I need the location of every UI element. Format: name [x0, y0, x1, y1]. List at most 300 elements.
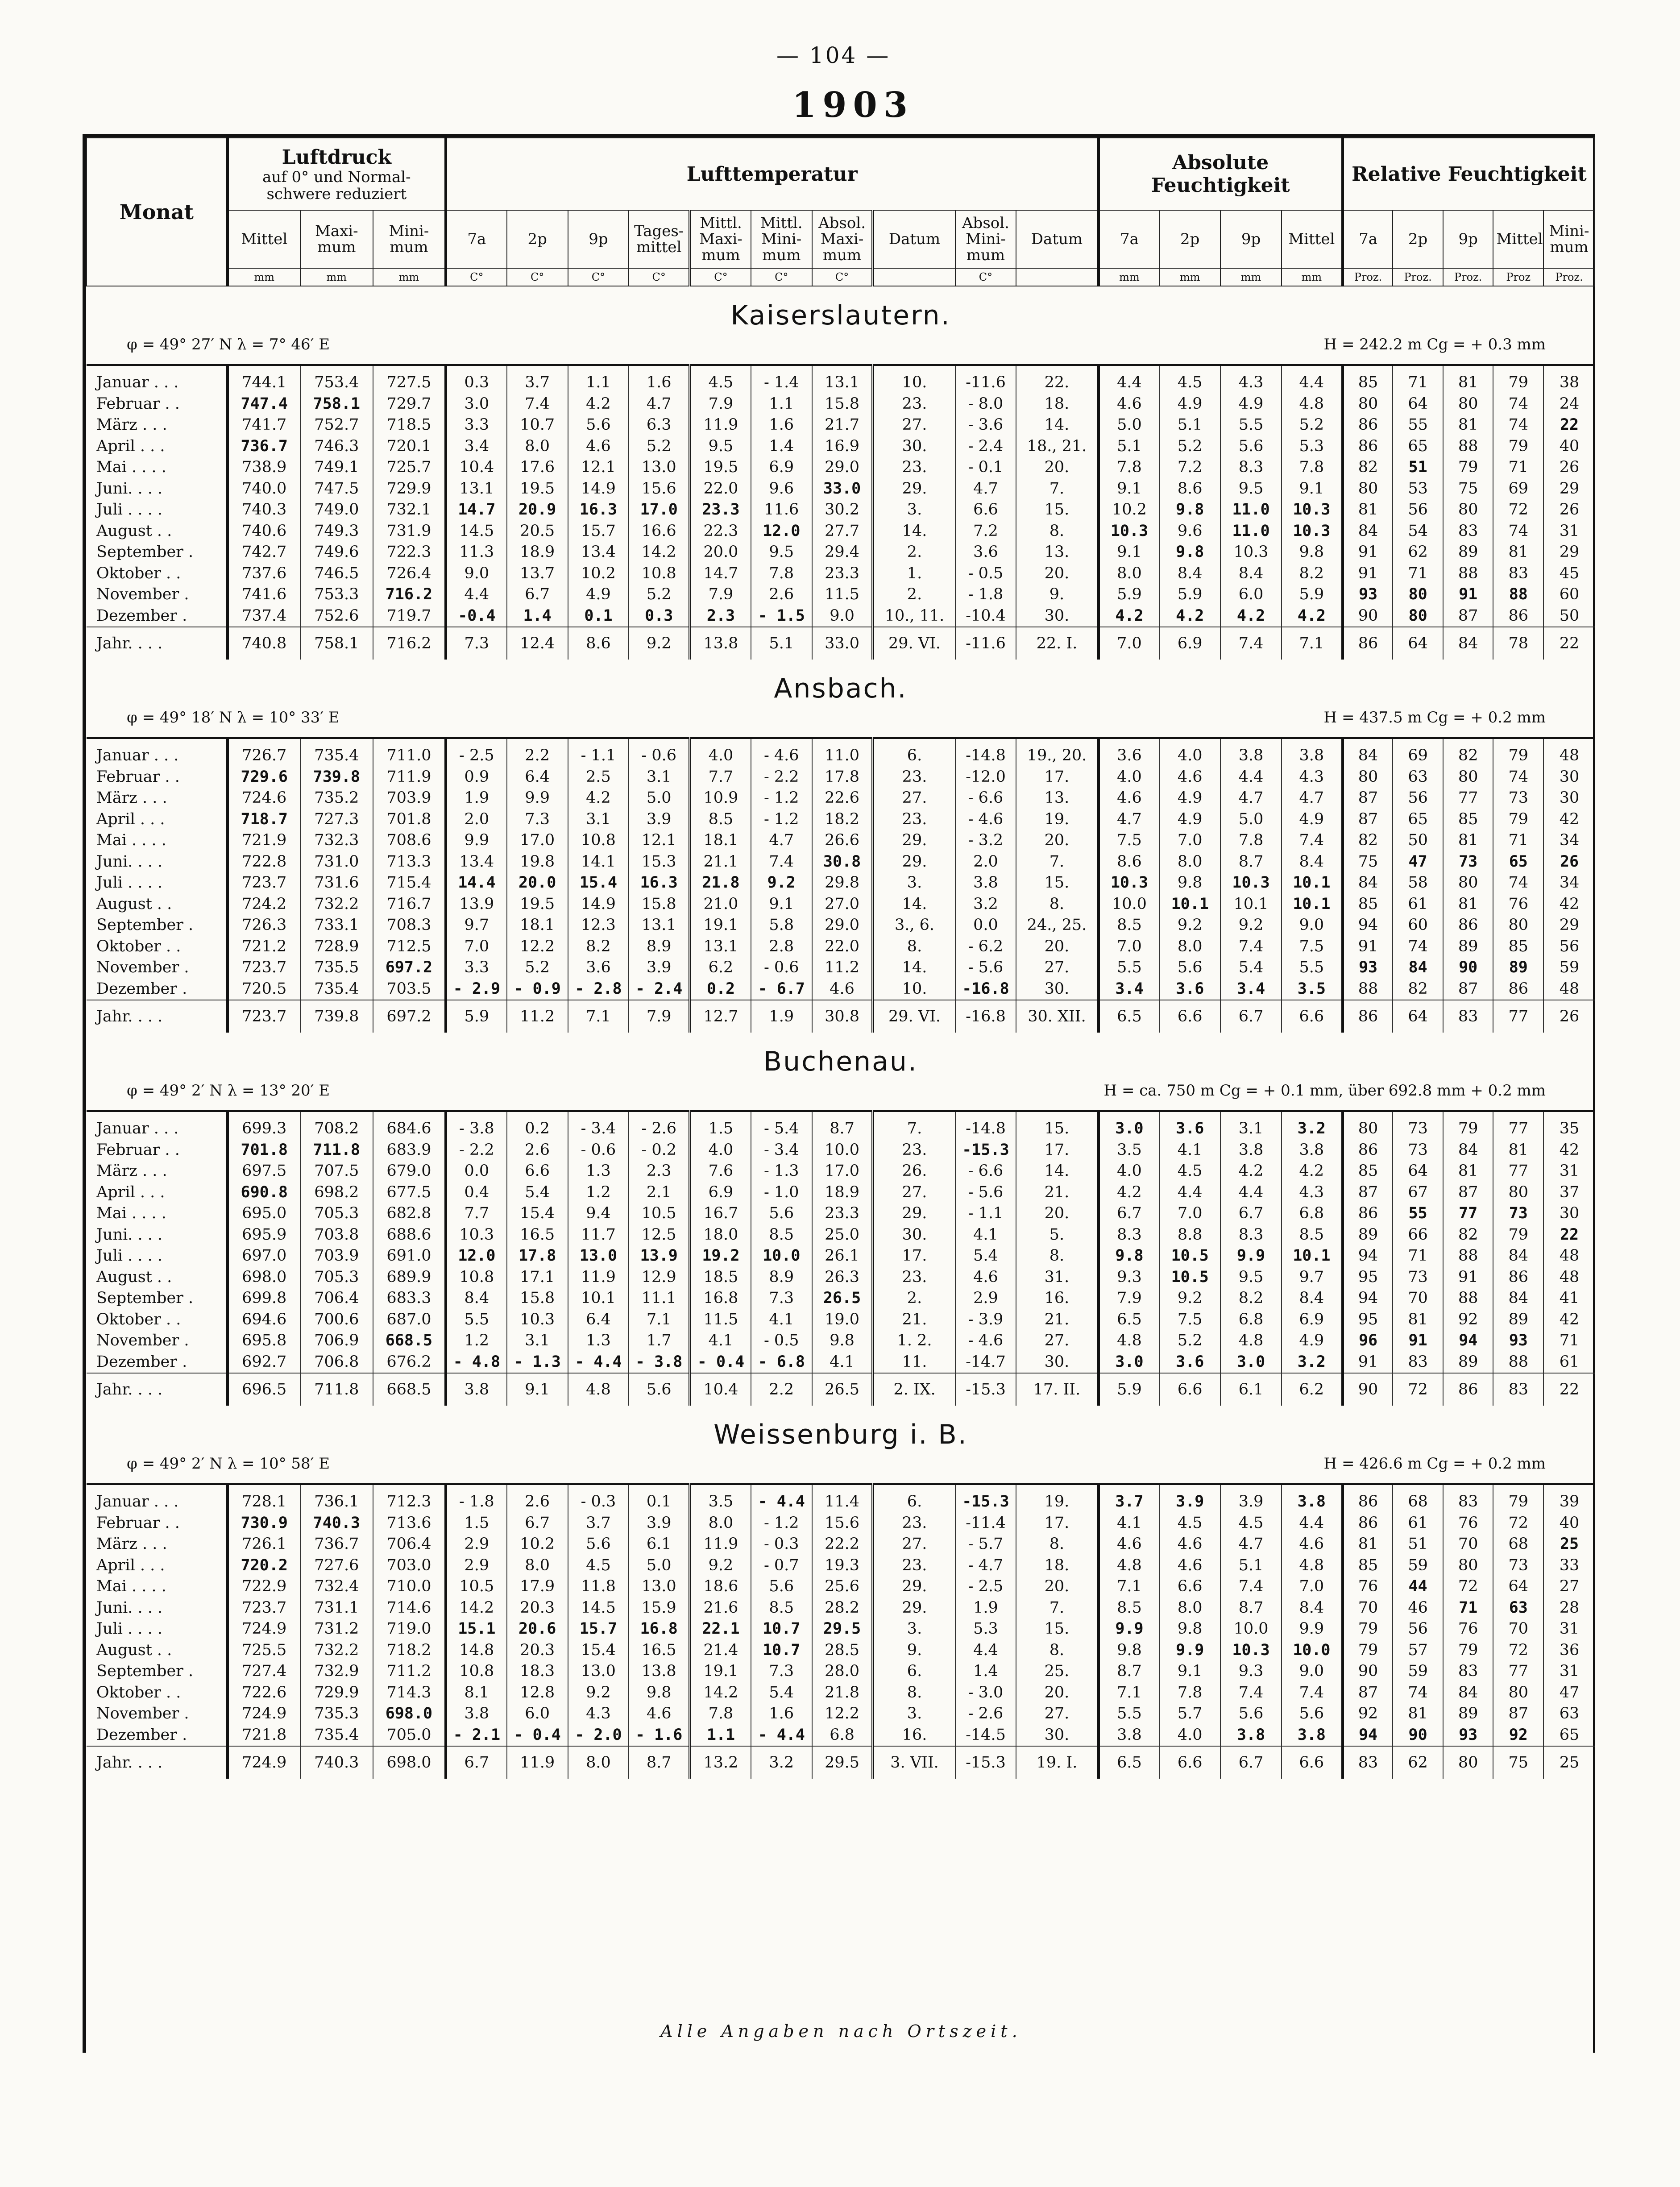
month-value-cell — [568, 1661, 629, 1682]
month-value-cell — [373, 1245, 446, 1267]
cell-text: 701.8 — [386, 810, 431, 828]
month-value-cell — [1016, 979, 1098, 1000]
cell-text: 4.1 — [830, 1353, 855, 1371]
cell-text: 8.7 — [646, 1754, 672, 1772]
cell-text: 29. — [902, 1204, 927, 1222]
cell-text: 11.0 — [1232, 501, 1270, 519]
cell-text: - 2.4 — [968, 437, 1004, 455]
month-month-label — [87, 436, 228, 457]
cell-text: 11.4 — [825, 1493, 860, 1511]
column-header-rel_feucht-1: 2p — [1393, 210, 1443, 268]
month-value-cell — [1343, 1224, 1393, 1246]
table-row — [87, 1725, 1595, 1747]
cell-text: 8.2 — [1238, 1289, 1264, 1307]
cell-text: Juni. . . . — [96, 1225, 163, 1244]
month-value-cell — [446, 1513, 507, 1534]
month-value-cell — [812, 915, 873, 936]
month-value-cell — [873, 563, 955, 585]
cell-text: 749.1 — [314, 458, 359, 476]
table-row — [87, 1555, 1595, 1577]
cell-text: 7.9 — [708, 585, 734, 603]
month-value-cell — [873, 521, 955, 542]
month-value-cell — [228, 1288, 300, 1309]
month-value-cell — [446, 1725, 507, 1747]
cell-text: 27. — [902, 1183, 927, 1201]
cell-text: 47 — [1559, 1683, 1580, 1701]
cell-text: 711.8 — [313, 1141, 360, 1159]
year-value-cell — [1393, 627, 1443, 660]
year-value-cell — [955, 1373, 1016, 1406]
cell-text: 91 — [1358, 543, 1378, 561]
cell-text: 80 — [1358, 394, 1378, 413]
cell-text: 41 — [1559, 1289, 1580, 1307]
cell-text: 4.6 — [1117, 1535, 1142, 1553]
cell-text: 55 — [1408, 1204, 1427, 1222]
cell-text: 81 — [1508, 543, 1529, 561]
cell-text: 40 — [1559, 437, 1580, 455]
cell-text: 11.3 — [459, 543, 494, 561]
cell-text: 71 — [1508, 831, 1529, 849]
cell-text: 13. — [1044, 789, 1070, 807]
table-row — [87, 1161, 1595, 1182]
month-value-cell — [1543, 563, 1595, 585]
cell-text: 736.1 — [314, 1493, 359, 1511]
cell-text: - 0.4 — [697, 1353, 745, 1371]
month-value-cell — [1016, 1111, 1098, 1140]
month-value-cell — [1016, 1352, 1098, 1374]
month-value-cell — [873, 1203, 955, 1224]
month-value-cell — [873, 1513, 955, 1534]
cell-text: 6.7 — [464, 1754, 489, 1772]
month-value-cell — [873, 1618, 955, 1640]
month-value-cell — [1159, 436, 1220, 457]
month-value-cell — [873, 1598, 955, 1619]
cell-text: 50 — [1559, 606, 1580, 625]
cell-text: 68 — [1508, 1535, 1529, 1553]
cell-text: - 5.7 — [968, 1535, 1004, 1553]
month-value-cell — [955, 809, 1016, 830]
month-value-cell — [873, 894, 955, 915]
cell-text: 9.9 — [1115, 1620, 1144, 1638]
month-value-cell — [751, 415, 812, 436]
month-month-label — [87, 979, 228, 1000]
month-month-label — [87, 1203, 228, 1224]
month-value-cell — [629, 1111, 690, 1140]
month-value-cell — [300, 606, 373, 627]
month-month-label — [87, 1161, 228, 1182]
month-value-cell — [1443, 872, 1493, 894]
month-month-label — [87, 1267, 228, 1288]
month-value-cell — [812, 851, 873, 873]
cell-text: 19. — [1044, 1493, 1070, 1511]
month-value-cell — [1343, 584, 1393, 606]
year-value-cell — [1493, 1746, 1543, 1779]
month-value-cell — [1493, 1224, 1543, 1246]
cell-text: 45 — [1559, 564, 1580, 582]
cell-text: 17.9 — [520, 1577, 555, 1595]
cell-text: 727.3 — [314, 810, 359, 828]
month-value-cell — [1159, 1725, 1220, 1747]
cell-text: 9.5 — [769, 543, 794, 561]
cell-text: - 2.1 — [453, 1726, 501, 1744]
month-value-cell — [629, 1534, 690, 1555]
cell-text: 723.7 — [242, 1008, 287, 1025]
month-value-cell — [1220, 1534, 1282, 1555]
month-value-cell — [955, 521, 1016, 542]
month-value-cell — [228, 394, 300, 415]
cell-text: 84 — [1508, 1289, 1529, 1307]
month-value-cell — [1099, 872, 1160, 894]
month-value-cell — [1159, 915, 1220, 936]
cell-text: 3.8 — [1297, 1493, 1326, 1511]
month-value-cell — [1159, 936, 1220, 958]
month-value-cell — [373, 1703, 446, 1725]
cell-text: 8.4 — [1299, 1289, 1324, 1307]
month-value-cell — [1099, 1352, 1160, 1374]
month-value-cell — [300, 394, 373, 415]
unit-luftdruck-1: mm — [300, 268, 373, 286]
cell-text: 8.5 — [1117, 916, 1142, 934]
cell-text: 4.9 — [1299, 810, 1324, 828]
month-value-cell — [690, 1682, 751, 1704]
month-value-cell — [507, 457, 568, 478]
cell-text: 676.2 — [386, 1353, 431, 1371]
table-frame — [83, 134, 1595, 2053]
month-value-cell — [568, 563, 629, 585]
column-header-lufttemperatur-0: 7a — [446, 210, 507, 268]
cell-text: April . . . — [96, 1183, 165, 1201]
cell-text: 740.8 — [242, 635, 287, 652]
cell-text: 6.6 — [1177, 1381, 1203, 1399]
cell-text: 14. — [902, 959, 927, 976]
table-row — [87, 1598, 1595, 1619]
cell-text: 2. — [907, 585, 922, 603]
table-row — [87, 738, 1595, 767]
month-value-cell — [955, 915, 1016, 936]
cell-text: 3., 6. — [894, 916, 935, 934]
cell-text: 744.1 — [242, 373, 287, 391]
cell-text: 14. — [1044, 1162, 1070, 1180]
month-month-label — [87, 1224, 228, 1246]
cell-text: 3.8 — [1238, 1141, 1264, 1159]
cell-text: 78 — [1508, 635, 1529, 652]
month-value-cell — [373, 542, 446, 563]
cell-text: 23. — [902, 1514, 927, 1532]
month-value-cell — [446, 1682, 507, 1704]
cell-text: 725.5 — [242, 1641, 287, 1659]
month-value-cell — [1099, 957, 1160, 979]
month-value-cell — [1493, 1534, 1543, 1555]
month-value-cell — [300, 521, 373, 542]
month-value-cell — [873, 851, 955, 873]
month-value-cell — [751, 457, 812, 478]
cell-text: 10.3 — [1233, 543, 1269, 561]
month-value-cell — [1543, 1352, 1595, 1374]
cell-text: 10. — [902, 373, 927, 391]
cell-text: 740.3 — [314, 1754, 359, 1772]
cell-text: 10.5 — [641, 1204, 676, 1222]
month-value-cell — [1099, 478, 1160, 500]
cell-text: 30. — [902, 437, 927, 455]
cell-text: 741.6 — [242, 585, 287, 603]
cell-text: 726.3 — [242, 916, 287, 934]
column-header-lufttemperatur-9: Datum — [1016, 210, 1098, 268]
cell-text: - 0.6 — [581, 1141, 616, 1159]
month-value-cell — [228, 894, 300, 915]
month-value-cell — [1493, 499, 1543, 521]
month-value-cell — [1343, 499, 1393, 521]
cell-text: 31 — [1559, 1162, 1580, 1180]
month-value-cell — [1159, 1203, 1220, 1224]
month-value-cell — [1343, 957, 1393, 979]
month-value-cell — [1443, 1640, 1493, 1661]
cell-text: 83 — [1458, 1493, 1478, 1511]
month-value-cell — [300, 542, 373, 563]
cell-text: 84 — [1458, 1141, 1478, 1159]
cell-text: -14.8 — [966, 747, 1006, 764]
month-value-cell — [955, 1661, 1016, 1682]
month-value-cell — [228, 1555, 300, 1577]
cell-text: 63 — [1509, 1598, 1528, 1617]
cell-text: - 4.4 — [575, 1353, 622, 1371]
cell-text: 15. — [1044, 1120, 1070, 1137]
month-value-cell — [568, 1224, 629, 1246]
month-value-cell — [629, 499, 690, 521]
cell-text: 2. — [907, 1289, 922, 1307]
cell-text: 14.2 — [703, 1683, 738, 1701]
cell-text: 8. — [1049, 1247, 1065, 1265]
month-value-cell — [1016, 957, 1098, 979]
month-value-cell — [690, 957, 751, 979]
month-value-cell — [1443, 788, 1493, 809]
cell-text: 8.2 — [1299, 564, 1324, 582]
cell-text: 13.0 — [579, 1247, 618, 1265]
cell-text: 13.9 — [640, 1247, 678, 1265]
cell-text: 68 — [1408, 1493, 1428, 1511]
month-value-cell — [1543, 1534, 1595, 1555]
month-value-cell — [1493, 365, 1543, 394]
month-value-cell — [446, 542, 507, 563]
month-value-cell — [1393, 1352, 1443, 1374]
cell-text: 722.6 — [242, 1683, 287, 1701]
cell-text: 90 — [1459, 959, 1478, 976]
month-value-cell — [751, 1703, 812, 1725]
month-value-cell — [873, 1140, 955, 1161]
month-value-cell — [1443, 738, 1493, 767]
unit-lufttemperatur-3: C° — [629, 268, 690, 286]
month-value-cell — [373, 606, 446, 627]
month-value-cell — [812, 365, 873, 394]
cell-text: 13.7 — [520, 564, 555, 582]
cell-text: 27.7 — [825, 522, 860, 540]
table-row — [87, 767, 1595, 788]
cell-text: 22.3 — [703, 522, 738, 540]
cell-text: 698.0 — [386, 1754, 431, 1772]
month-value-cell — [446, 936, 507, 958]
year-value-cell — [1393, 1746, 1443, 1779]
cell-text: 10.8 — [459, 1662, 494, 1680]
month-value-cell — [1099, 1682, 1160, 1704]
month-value-cell — [751, 1140, 812, 1161]
month-value-cell — [507, 936, 568, 958]
month-value-cell — [1159, 1576, 1220, 1598]
year-value-cell — [568, 627, 629, 660]
cell-text: 81 — [1458, 373, 1478, 391]
cell-text: 2.3 — [646, 1162, 672, 1180]
month-value-cell — [1220, 1245, 1282, 1267]
cell-text: 697.0 — [242, 1247, 287, 1265]
cell-text: 10.0 — [1293, 1641, 1331, 1659]
cell-text: 92 — [1458, 1310, 1478, 1328]
cell-text: 29.5 — [823, 1620, 861, 1638]
cell-text: 71 — [1508, 458, 1529, 476]
cell-text: 22. I. — [1036, 635, 1078, 652]
month-value-cell — [955, 1682, 1016, 1704]
cell-text: 6.2 — [1299, 1381, 1324, 1399]
cell-text: 72 — [1508, 1641, 1529, 1659]
cell-text: 752.6 — [314, 606, 359, 625]
year-value-cell — [955, 627, 1016, 660]
cell-text: 29 — [1559, 916, 1580, 934]
month-month-label — [87, 521, 228, 542]
month-value-cell — [1159, 1682, 1220, 1704]
month-value-cell — [373, 1682, 446, 1704]
cell-text: 6.1 — [1238, 1381, 1264, 1399]
month-value-cell — [1493, 788, 1543, 809]
month-value-cell — [955, 1618, 1016, 1640]
month-value-cell — [690, 415, 751, 436]
month-value-cell — [1443, 606, 1493, 627]
month-value-cell — [228, 563, 300, 585]
cell-text: 73 — [1459, 852, 1478, 871]
cell-text: 749.0 — [314, 501, 359, 519]
month-value-cell — [228, 1703, 300, 1725]
station-separator — [87, 1477, 1595, 1484]
year-value-cell — [373, 1373, 446, 1406]
month-month-label — [87, 767, 228, 788]
cell-text: 3.8 — [1236, 1726, 1265, 1744]
cell-text: 7.3 — [464, 635, 489, 652]
month-value-cell — [751, 936, 812, 958]
cell-text: 7.1 — [646, 1310, 672, 1328]
cell-text: 8.4 — [1238, 564, 1264, 582]
month-value-cell — [568, 1352, 629, 1374]
cell-text: 81 — [1458, 1162, 1478, 1180]
cell-text: 0.9 — [464, 768, 489, 786]
cell-text: 7.6 — [708, 1162, 734, 1180]
cell-text: März . . . — [96, 1535, 167, 1553]
month-value-cell — [228, 788, 300, 809]
climate-table — [86, 137, 1595, 1779]
cell-text: 690.8 — [241, 1183, 288, 1201]
month-value-cell — [1543, 851, 1595, 873]
month-value-cell — [300, 499, 373, 521]
month-value-cell — [1159, 1309, 1220, 1331]
unit-abs_feucht-3: mm — [1282, 268, 1343, 286]
month-value-cell — [1543, 1576, 1595, 1598]
cell-text: 88 — [1458, 1247, 1478, 1265]
cell-text: 70 — [1408, 1289, 1428, 1307]
cell-text: 26 — [1559, 501, 1580, 519]
month-value-cell — [751, 1513, 812, 1534]
month-value-cell — [568, 1245, 629, 1267]
month-value-cell — [690, 457, 751, 478]
cell-text: 12.9 — [641, 1268, 676, 1286]
month-value-cell — [1343, 1140, 1393, 1161]
year-total-row — [87, 1000, 1595, 1033]
month-value-cell — [812, 1267, 873, 1288]
cell-text: 93 — [1358, 585, 1378, 603]
month-value-cell — [1543, 521, 1595, 542]
month-value-cell — [1099, 394, 1160, 415]
month-value-cell — [1393, 1576, 1443, 1598]
cell-text: April . . . — [96, 437, 165, 455]
month-value-cell — [873, 957, 955, 979]
cell-text: 9.8 — [646, 1683, 672, 1701]
year-value-cell — [1159, 1373, 1220, 1406]
month-value-cell — [629, 1513, 690, 1534]
cell-text: 73 — [1408, 1141, 1428, 1159]
month-value-cell — [1443, 1725, 1493, 1747]
cell-text: 8.0 — [525, 1556, 550, 1574]
month-value-cell — [446, 1111, 507, 1140]
cell-text: 86 — [1358, 416, 1378, 434]
cell-text: 740.6 — [242, 522, 287, 540]
cell-text: 705.0 — [386, 1726, 431, 1744]
month-value-cell — [690, 936, 751, 958]
month-value-cell — [1282, 1725, 1343, 1747]
month-value-cell — [1282, 979, 1343, 1000]
cell-text: Dezember . — [96, 979, 187, 998]
cell-text: 13.2 — [703, 1754, 738, 1772]
cell-text: 708.6 — [386, 831, 431, 849]
month-value-cell — [1159, 415, 1220, 436]
cell-text: 34 — [1559, 831, 1580, 849]
month-value-cell — [300, 830, 373, 851]
cell-text: 668.5 — [385, 1332, 433, 1349]
cell-text: 8.9 — [646, 937, 672, 955]
month-value-cell — [1099, 584, 1160, 606]
cell-text: 9.8 — [1115, 1247, 1144, 1265]
cell-text: 4.2 — [586, 394, 611, 413]
cell-text: Juni. . . . — [96, 1598, 163, 1617]
cell-text: - 1.3 — [763, 1162, 799, 1180]
cell-text: 10.5 — [1171, 1247, 1209, 1265]
table-row — [87, 1111, 1595, 1140]
month-value-cell — [1443, 1224, 1493, 1246]
cell-text: 4.8 — [1299, 394, 1324, 413]
cell-text: 7.9 — [646, 1008, 672, 1025]
cell-text: 6.5 — [1117, 1008, 1142, 1025]
cell-text: 722.9 — [242, 1577, 287, 1595]
month-month-label — [87, 1182, 228, 1203]
month-value-cell — [1393, 1245, 1443, 1267]
month-value-cell — [1282, 1576, 1343, 1598]
month-value-cell — [1282, 1618, 1343, 1640]
month-value-cell — [955, 1182, 1016, 1203]
month-month-label — [87, 851, 228, 873]
cell-text: 3.5 — [1297, 979, 1326, 998]
unit-row — [87, 268, 1595, 286]
cell-text: 9.1 — [769, 895, 794, 913]
cell-text: 26. — [902, 1162, 927, 1180]
cell-text: 79 — [1458, 1120, 1478, 1137]
cell-text: 86 — [1358, 1493, 1378, 1511]
cell-text: 8.4 — [464, 1289, 489, 1307]
cell-text: 18.0 — [703, 1225, 738, 1244]
month-value-cell — [373, 1203, 446, 1224]
unit-abs_feucht-2: mm — [1220, 268, 1282, 286]
